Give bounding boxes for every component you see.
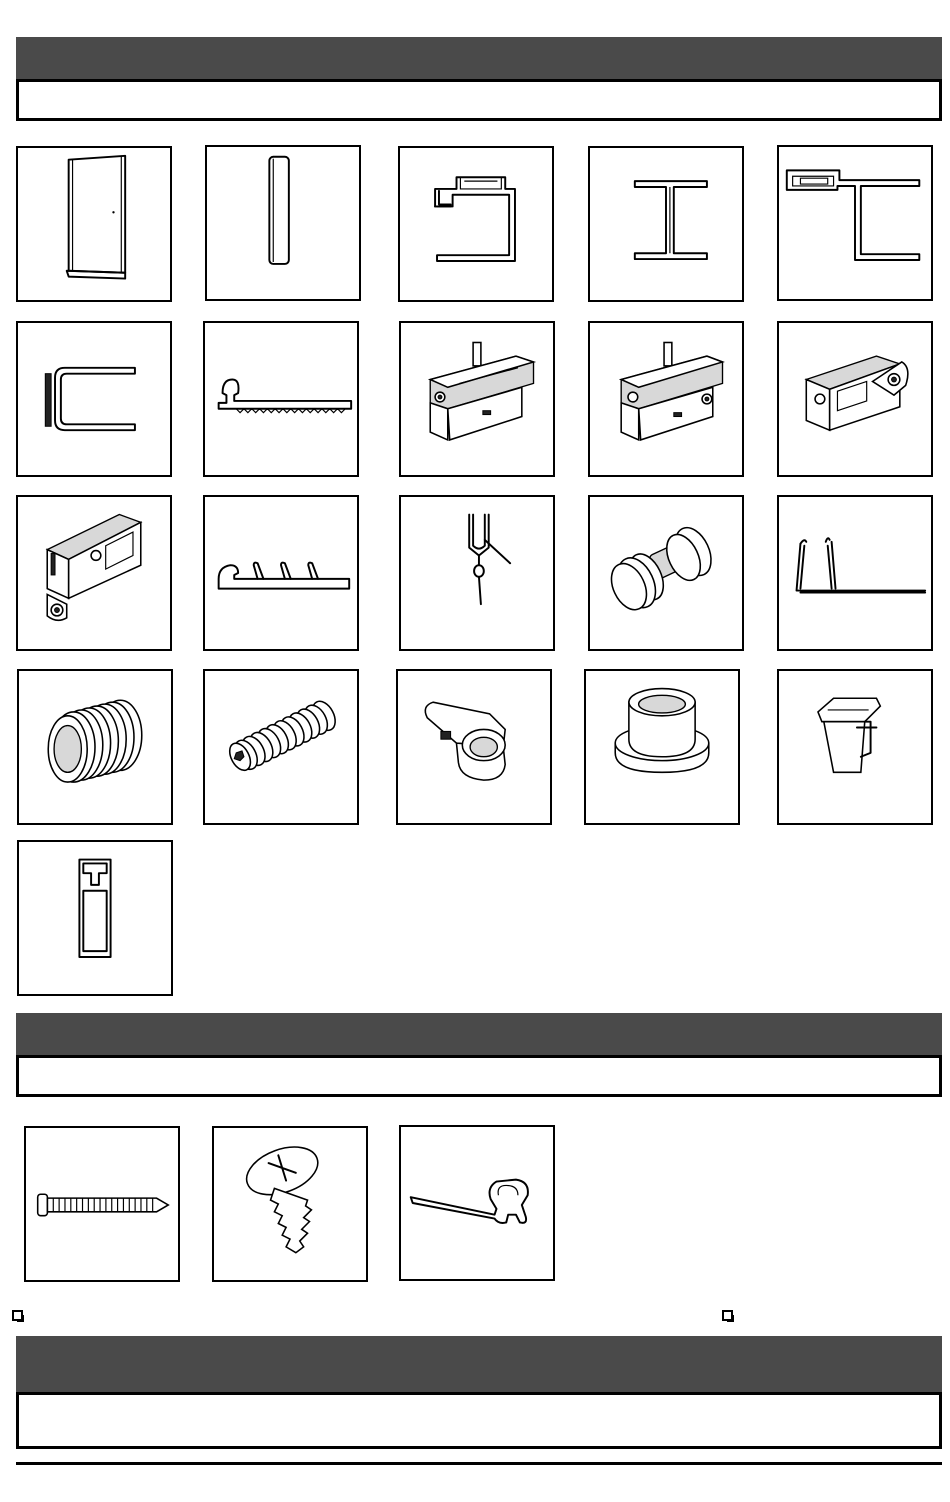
part-sweep-seal bbox=[777, 495, 933, 651]
roller-bracket-icon bbox=[401, 323, 553, 475]
footer-rule bbox=[16, 1462, 942, 1465]
checkbox-right[interactable] bbox=[722, 1310, 733, 1321]
rod-icon bbox=[207, 147, 359, 299]
section-subtitle-box bbox=[16, 1055, 942, 1097]
part-end-cap-profile bbox=[17, 840, 173, 996]
part-header-profile bbox=[777, 145, 933, 301]
part-set-screw bbox=[203, 669, 359, 825]
bottom-seal-icon bbox=[401, 1127, 553, 1279]
section-title bbox=[16, 1013, 942, 1033]
long-screw-icon bbox=[26, 1128, 178, 1280]
part-drip-seal bbox=[399, 495, 555, 651]
hinge-bracket-left-icon bbox=[18, 497, 170, 649]
part-finned-seal bbox=[203, 495, 359, 651]
section-subtitle bbox=[19, 1058, 939, 1074]
hardware-long-screw bbox=[24, 1126, 180, 1282]
section-subtitle-box bbox=[16, 79, 942, 121]
part-rod bbox=[205, 145, 361, 301]
hardware-bottom-seal bbox=[399, 1125, 555, 1281]
drip-seal-icon bbox=[401, 497, 553, 649]
cam-guide-icon bbox=[398, 671, 550, 823]
part-h-profile bbox=[588, 146, 744, 302]
part-track-profile bbox=[398, 146, 554, 302]
section-subtitle bbox=[19, 1395, 939, 1411]
knob-handle-icon bbox=[590, 497, 742, 649]
u-channel-icon bbox=[18, 323, 170, 475]
serrated-seal-icon bbox=[205, 323, 357, 475]
part-glass-panel bbox=[16, 146, 172, 302]
part-serrated-seal bbox=[203, 321, 359, 477]
part-cam-guide bbox=[396, 669, 552, 825]
part-clip bbox=[777, 669, 933, 825]
part-bushing bbox=[584, 669, 740, 825]
checkbox-left[interactable] bbox=[12, 1310, 23, 1321]
glass-panel-icon bbox=[18, 148, 170, 300]
section-header-parts bbox=[16, 37, 942, 79]
section-title bbox=[16, 37, 942, 57]
section-header-notes bbox=[16, 1336, 942, 1393]
section-header-hardware bbox=[16, 1013, 942, 1056]
set-screw-icon bbox=[205, 671, 357, 823]
header-profile-icon bbox=[779, 147, 931, 299]
part-threaded-plug bbox=[17, 669, 173, 825]
pan-head-screw-icon bbox=[214, 1128, 366, 1280]
part-roller-bracket bbox=[399, 321, 555, 477]
part-hinge-bracket-right bbox=[777, 321, 933, 477]
part-hinge-bracket-left bbox=[16, 495, 172, 651]
sweep-seal-icon bbox=[779, 497, 931, 649]
part-roller-bracket-screws bbox=[588, 321, 744, 477]
part-u-channel bbox=[16, 321, 172, 477]
threaded-plug-icon bbox=[19, 671, 171, 823]
part-knob-handle bbox=[588, 495, 744, 651]
hinge-bracket-right-icon bbox=[779, 323, 931, 475]
bushing-icon bbox=[586, 671, 738, 823]
track-profile-icon bbox=[400, 148, 552, 300]
end-cap-profile-icon bbox=[19, 842, 171, 994]
finned-seal-icon bbox=[205, 497, 357, 649]
clip-icon bbox=[779, 671, 931, 823]
hardware-pan-head-screw bbox=[212, 1126, 368, 1282]
section-title bbox=[16, 1336, 942, 1356]
section-subtitle bbox=[19, 82, 939, 98]
h-profile-icon bbox=[590, 148, 742, 300]
section-subtitle-box bbox=[16, 1392, 942, 1449]
roller-bracket-screws-icon bbox=[590, 323, 742, 475]
